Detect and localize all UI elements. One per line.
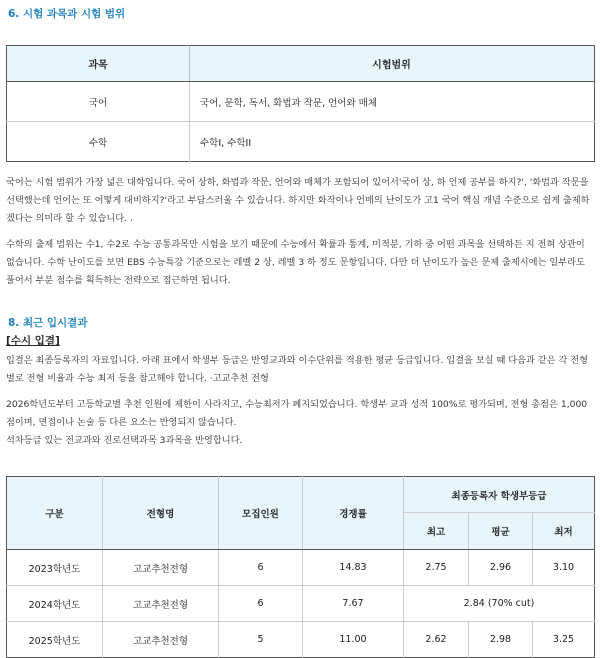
cell-subject: 수학 xyxy=(7,122,190,162)
header-admission-type: 전형명 xyxy=(103,477,219,550)
cell-average: 2.98 xyxy=(469,622,533,658)
header-best: 최고 xyxy=(404,513,469,550)
header-quota: 모집인원 xyxy=(219,477,303,550)
cell-division: 2023학년도 xyxy=(7,550,103,586)
cell-merged-grade: 2.84 (70% cut) xyxy=(404,586,595,622)
table-row xyxy=(7,82,595,122)
cell-scope: 수학I, 수학II xyxy=(200,137,252,149)
cell-competition: 7.67 xyxy=(303,586,404,622)
cell-best: 2.75 xyxy=(404,550,469,586)
cell-division: 2024학년도 xyxy=(7,586,103,622)
cell-admission-type: 고교추천전형 xyxy=(103,622,219,658)
table-row xyxy=(7,122,595,162)
korean-scope-paragraph: 국어는 시험 범위가 가장 넓은 대학입니다. 국어 상하, 화법과 작문, 언어와 매체가 포함되어 있어서'국어 상, 하 언제 공부를 하지?', '화법과 작문을 선택했는데 언어는 또 어떻게 대비하지?'라고 부담스러울 수 있습니다. 하지만 화작이나 언매의 난이도가 고1 국어 핵심 개념 수준으로 쉽게 출제하겠다는 의미라 할 수 있습니다. . xyxy=(6,177,590,224)
table-row xyxy=(7,586,595,622)
section-6-title: 6. 시험 과목과 시험 범위 xyxy=(8,8,126,20)
cell-best: 2.62 xyxy=(404,622,469,658)
cell-scope: 국어, 문학, 독서, 화법과 작문, 언어와 매체 xyxy=(190,82,595,122)
cell-admission-type: 고교추천전형 xyxy=(103,550,219,586)
table-row xyxy=(7,622,595,658)
school-recommendation-paragraph: 2026학년도부터 고등학교별 추천 인원에 제한이 사라지고, 수능최저가 폐지되었습니다. 학생부 교과 성적 100%로 평가되며, 전형 총점은 1,000점이며, 면접이나 논술 등 다른 요소는 반영되지 않습니다. xyxy=(6,399,588,428)
cell-average: 2.96 xyxy=(469,550,533,586)
cell-worst: 3.10 xyxy=(533,550,595,586)
early-admission-subheading: [수시 입결] xyxy=(6,335,60,347)
math-scope-paragraph: 수학의 출제 범위는 수1, 수2로 수능 공통과목만 시험을 보기 때문에 수능에서 확률과 통계, 미적분, 기하 중 어떤 과목을 선택하든 지 전혀 상관이 없습니다. 수학 난이도를 보면 EBS 수능특강 기준으로는 레벨 2 상, 레벨 3 하 정도 문항입니다. 다만 더 난이도가 높은 문제 출제시에는 일부라도 풀어서 부분 점수를 획득하는 전략으로 접근하면 됩니다. xyxy=(6,239,585,286)
cell-worst: 3.25 xyxy=(552,634,575,645)
header-grade-group: 최종등록자 학생부등급 xyxy=(404,477,595,513)
table-header-row xyxy=(7,46,595,82)
header-scope: 시험범위 xyxy=(190,46,595,82)
grade-reflection-paragraph: 석차등급 있는 전교과와 진로선택과목 3과목을 반영합니다. xyxy=(6,435,243,446)
header-division: 구분 xyxy=(7,477,103,550)
cell-admission-type: 고교추천전형 xyxy=(103,586,219,622)
header-competition: 경쟁률 xyxy=(303,477,404,550)
exam-scope-table xyxy=(6,45,595,162)
header-worst: 최저 xyxy=(533,513,595,550)
cell-competition: 11.00 xyxy=(303,622,404,658)
cell-quota: 5 xyxy=(219,622,303,658)
section-8-title: 8. 최근 입시결과 xyxy=(8,317,88,329)
cell-quota: 6 xyxy=(219,550,303,586)
table-header-row xyxy=(7,477,595,513)
cell-division: 2025학년도 xyxy=(7,622,103,658)
cell-quota: 6 xyxy=(219,586,303,622)
cell-competition: 14.83 xyxy=(303,550,404,586)
header-average: 평균 xyxy=(469,513,533,550)
header-subject: 과목 xyxy=(7,46,190,82)
table-row xyxy=(7,550,595,586)
admission-results-table xyxy=(6,476,595,658)
cell-subject: 국어 xyxy=(7,82,190,122)
results-intro-paragraph: 입결은 최종등록자의 자료입니다. 아래 표에서 학생부 등급은 반영교과와 이수단위를 적용한 평균 등급입니다. 입결을 보실 때 다음과 같은 각 전형별로 전형 비율과 수능 최저 등을 참고해야 합니다. ·고교추천 전형 xyxy=(6,355,589,384)
